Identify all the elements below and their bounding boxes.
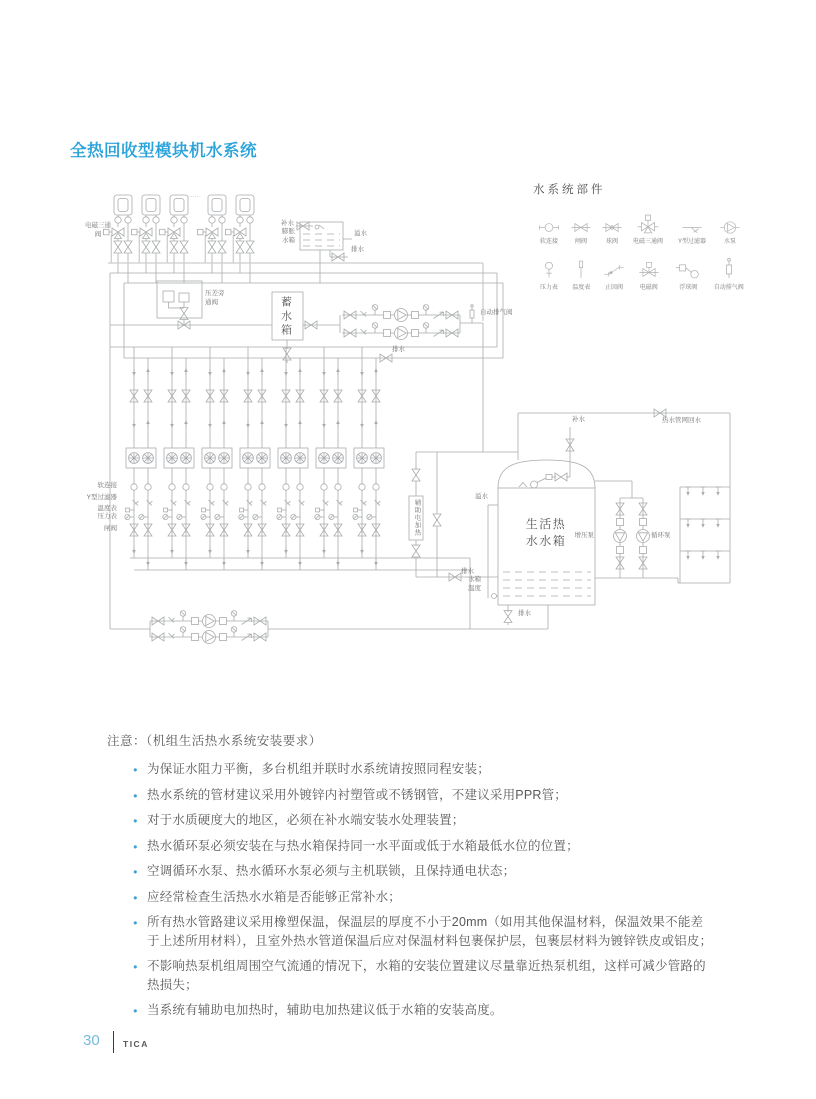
page-title: 全热回收型模块机水系统 bbox=[70, 142, 257, 160]
solenoid-valve-icon bbox=[635, 257, 663, 281]
auto-air-vent-label: 自动排气阀 bbox=[480, 309, 513, 316]
float-valve-icon bbox=[673, 259, 703, 281]
aux-heater-circuit bbox=[409, 452, 518, 581]
fan-coil-units bbox=[125, 347, 470, 629]
pressure-bypass-assembly bbox=[157, 281, 202, 325]
legend-item: 球阀 bbox=[597, 213, 627, 245]
legend-item: 电磁阀 bbox=[630, 257, 667, 291]
pressure-gauge-label: 压力表 bbox=[97, 513, 117, 520]
legend-item: 水泵 bbox=[715, 213, 745, 245]
expansion-tank bbox=[296, 222, 352, 283]
legend-item: 自动排气阀 bbox=[709, 255, 748, 291]
expansion-tank-label: 膨胀水箱 bbox=[282, 228, 295, 244]
note-item: ● 为保证水阻力平衡，多台机组并联时水系统请按照同程安装； bbox=[133, 760, 713, 779]
notes-list bbox=[107, 760, 713, 1020]
main-drain-label: 排水 bbox=[392, 346, 405, 353]
note-item: ● 空调循环水泵、热水循环水泵必须与主机联锁，且保持通电状态； bbox=[133, 862, 713, 881]
legend-item: 电磁三通阀 bbox=[627, 211, 669, 245]
legend-item: 温度表 bbox=[565, 257, 598, 291]
heater-drain-label: 排水 bbox=[461, 568, 474, 575]
tank-drain-label: 排水 bbox=[518, 610, 531, 617]
water-pump-icon bbox=[716, 213, 744, 235]
legend-item: Y型过滤器 bbox=[669, 213, 715, 245]
legend-item: 软连接 bbox=[533, 213, 565, 245]
legend-title: 水系统部件 bbox=[533, 184, 606, 196]
note-item: ● 对于水质硬度大的地区，必须在补水端安装水处理装置； bbox=[133, 811, 713, 830]
legend-item: 浮球阀 bbox=[667, 259, 709, 291]
footer-divider bbox=[113, 1031, 114, 1053]
primary-pump-group bbox=[340, 305, 483, 452]
storage-tank-label: 蓄水箱 bbox=[279, 296, 292, 338]
brand-logo: TICA bbox=[123, 1039, 149, 1049]
legend-item: 闸阀 bbox=[565, 213, 597, 245]
pressure-bypass-label: 压差旁通阀 bbox=[205, 290, 225, 306]
soft-connection-label: 软连接 bbox=[97, 482, 117, 489]
notes-section bbox=[107, 731, 713, 1027]
tank-overflow-label: 溢水 bbox=[475, 493, 488, 500]
note-item: ● 不影响热泵机组周围空气流通的情况下，水箱的安装位置建议尽量靠近热泵机组，这样可减少管路的热损失； bbox=[133, 957, 713, 994]
expansion-drain-label: 排水 bbox=[351, 246, 364, 253]
note-item: ● 所有热水管路建议采用橡塑保温，保温层的厚度不小于20mm（如用其他保温材料，保温效果不能差于上述所用材料），且室外热水管道保温后应对保温材料包裹保护层，包裹层材料为镀锌铁皮或铝皮； bbox=[133, 913, 713, 950]
y-strainer-label: Y型过滤器 bbox=[86, 494, 117, 501]
soft-connection-icon bbox=[535, 213, 563, 235]
aux-heater-label: 辅助电加热 bbox=[413, 499, 421, 537]
legend-item: 止回阀 bbox=[598, 257, 631, 291]
solenoid-three-way-valve-icon bbox=[633, 211, 663, 235]
hot-water-return-label: 热水管网回水 bbox=[662, 417, 701, 424]
temperature-gauge-icon bbox=[568, 257, 594, 281]
booster-pump-label: 增压泵 bbox=[574, 532, 594, 539]
y-strainer-icon bbox=[678, 213, 706, 235]
note-item: ● 应经常检查生活热水水箱是否能够正常补水； bbox=[133, 888, 713, 907]
note-item: ● 热水系统的管材建议采用外镀锌内衬塑管或不锈钢管，不建议采用PPR管； bbox=[133, 786, 713, 805]
temperature-gauge-label: 温度表 bbox=[97, 505, 117, 512]
auto-air-vent-icon bbox=[716, 255, 742, 281]
tank-makeup-label: 补水 bbox=[572, 416, 585, 423]
legend-row-2 bbox=[533, 255, 748, 291]
ball-valve-icon bbox=[598, 213, 626, 235]
secondary-pump-group bbox=[110, 605, 548, 644]
expansion-makeup-label: 补水 bbox=[281, 220, 294, 227]
legend-row-1 bbox=[533, 211, 748, 245]
notes-heading: 注意：（机组生活热水系统安装要求） bbox=[107, 734, 322, 748]
legend-item: 压力表 bbox=[533, 257, 565, 291]
note-item: ● 当系统有辅助电加热时，辅助电加热建议低于水箱的安装高度。 bbox=[133, 1001, 713, 1020]
expansion-overflow-label: 溢水 bbox=[354, 230, 367, 237]
page-number: 30 bbox=[83, 1032, 100, 1049]
module-ellipsis: …… bbox=[188, 192, 201, 199]
legend bbox=[533, 181, 748, 291]
solenoid-three-way-label: 电磁三通阀 bbox=[85, 222, 111, 238]
tank-temperature-label: 水箱温度 bbox=[468, 576, 481, 592]
heat-pump-modules bbox=[104, 195, 255, 283]
pressure-gauge-icon bbox=[536, 257, 562, 281]
check-valve-icon bbox=[600, 257, 628, 281]
gate-valve-icon bbox=[567, 213, 595, 235]
hot-water-tank-label: 生活热水水箱 bbox=[525, 517, 567, 548]
gate-valve-label: 闸阀 bbox=[104, 525, 117, 532]
circulation-pump-label: 循环泵 bbox=[651, 532, 671, 539]
note-item: ● 热水循环泵必须安装在与热水箱保持同一水平面或低于水箱最低水位的位置； bbox=[133, 837, 713, 856]
